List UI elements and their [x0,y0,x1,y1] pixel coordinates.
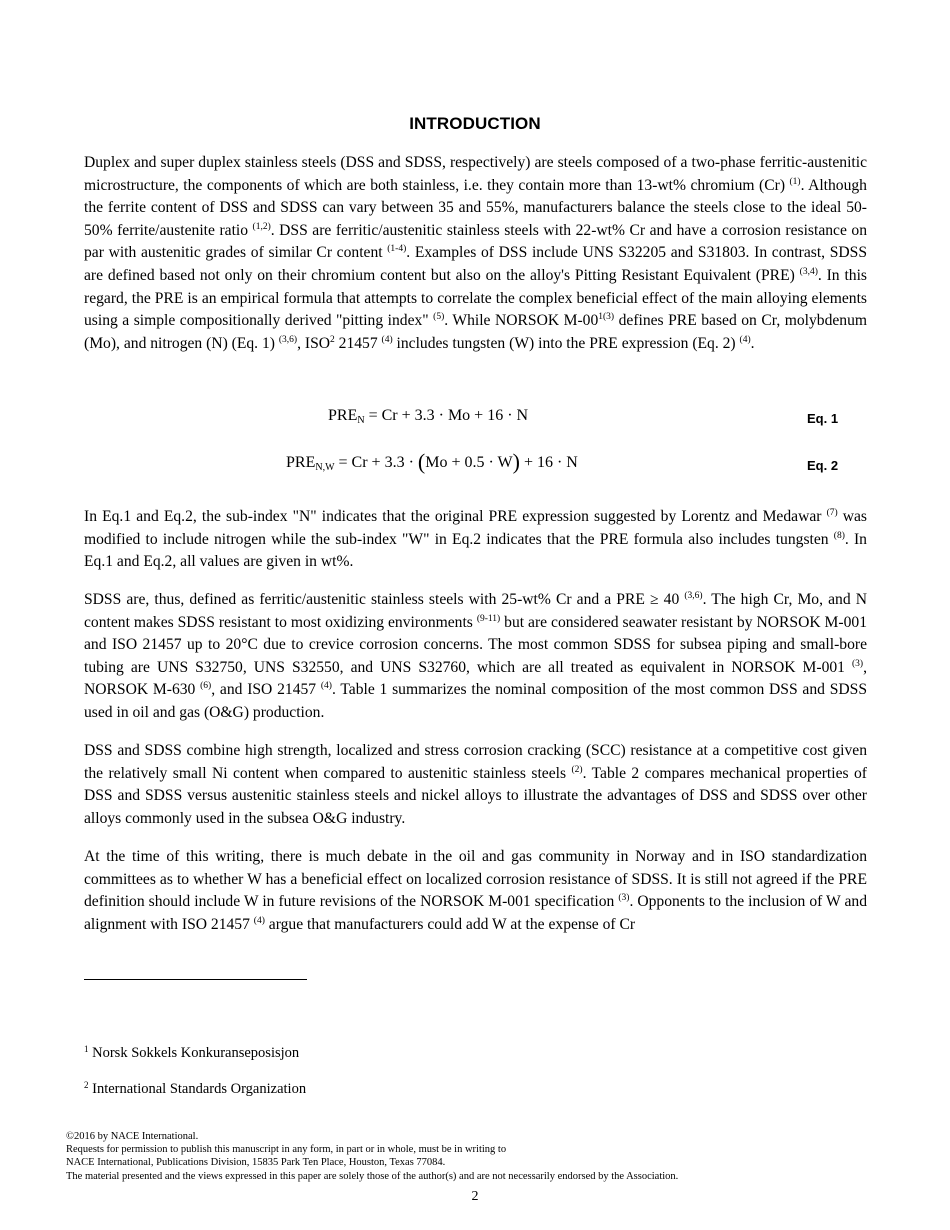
citation: (2) [571,764,583,775]
copyright-line: The material presented and the views expressed in this paper are solely those of the author(s) and are not necessarily endorsed by the Association. [66,1170,679,1182]
text-run: . Table 1 summarizes the nominal composition of the most common DSS and SDSS used in oil and gas (O&G) production. [84,681,868,721]
paragraph-intro-1 [84,152,867,355]
citation: (1) [789,176,801,187]
text-run: defines PRE based on Cr, molybdenum (Mo), and nitrogen (N) (Eq. 1) [84,312,868,352]
equation-lhs: PRE [328,407,358,424]
paragraph-intro-3 [84,589,867,725]
text-run: , and ISO 21457 [211,681,321,699]
text-run: . Examples of DSS include UNS S32205 and S31803. In contrast, SDSS are defined based not only on their chromium content but also on the alloy's Pitting Resistant Equivalent (PRE) [84,244,867,284]
footnote-1 [84,1045,299,1062]
text-run: . DSS are ferritic/austenitic stainless steels with 22-wt% Cr and have a corrosion resistance on par with austenitic grades of similar Cr content [84,221,867,262]
citation: (7) [826,508,838,518]
paragraph-intro-4 [84,740,867,830]
copyright-line: Requests for permission to publish this manuscript in any form, in part or in whole, must be in writing to [66,1144,507,1156]
text-run: 21457 [334,334,382,352]
copyright-notice [66,1130,678,1183]
citation: (8) [833,530,845,541]
text-run: . Opponents to the inclusion of W and alignment with ISO 21457 [84,893,867,933]
equation-lhs: PRE [286,454,316,471]
citation: (9-11) [476,613,501,624]
citation: (5) [433,312,445,323]
text-run: Duplex and super duplex stainless steels (DSS and SDSS, respectively) are steels composed of a two-phase ferritic-austenitic microstructure, the components of which are both stainless, i.e. they contain more than 13-wt% chromium (Cr) [84,154,867,194]
equation-inner: Mo + 0.5 · W [425,454,513,471]
citation: (3,4) [799,266,818,277]
citation: 1(3) [598,312,615,323]
equation-subscript: N,W [315,462,335,473]
citation: (4) [381,334,393,345]
equation-rhs: = Cr + 3.3 · Mo + 16 · N [364,407,529,424]
close-paren: ) [512,449,520,474]
text-run: . Table 2 compares mechanical properties of DSS and SDSS versus austenitic stainless steels and nickel alloys to illustrate the advantages of DSS and SDSS over other alloys commonly used in the subsea O&G industry. [84,764,868,827]
footnote-2 [84,1081,306,1098]
section-title: INTRODUCTION [409,114,541,133]
citation: (4) [739,334,751,345]
text-run: , ISO [297,334,331,352]
citation: (3,6) [684,591,703,601]
footnote-text: Norsk Sokkels Konkuranseposisjon [88,1045,300,1061]
text-run: At the time of this writing, there is much debate in the oil and gas community in Norway and in ISO standardization committees as to whether W has a beneficial effect on localized corrosion resistance of SDSS. It is still not agreed if the PRE definition should include W in future revisions of the NORSOK M-001 specification [84,848,867,911]
open-paren: ( [417,449,426,474]
footnote-mark: 2 [330,334,335,345]
citation: (3,6) [278,334,298,345]
paragraph-intro-5 [84,846,867,936]
footnote-mark: 1 [84,1044,89,1054]
citation: (1,2) [252,221,271,232]
text-run: . [750,334,755,352]
footnote-divider [84,979,307,980]
page-number: 2 [471,1189,479,1204]
text-run: was modified to include nitrogen while the sub-index "W" in Eq.2 indicates that the PRE formula also includes tungsten [84,508,867,548]
text-run: . While NORSOK M-00 [444,312,599,330]
footnote-text: International Standards Organization [88,1081,307,1097]
text-run: . The high Cr, Mo, and N content makes SDSS resistant to most oxidizing environments [84,591,867,631]
equation-rhs-tail: + 16 · N [519,454,578,471]
text-run: includes tungsten (W) into the PRE expression (Eq. 2) [392,334,740,352]
equation-1-label: Eq. 1 [807,411,839,426]
text-run: . In Eq.1 and Eq.2, all values are given in wt%. [84,530,867,571]
equation-2 [286,449,578,474]
citation: (6) [200,681,212,692]
footnote-mark: 2 [84,1080,89,1090]
text-run: . Although the ferrite content of DSS and SDSS can vary between 35 and 55%, manufacturers balance the steels close to the ideal 50-50% ferrite/austenite ratio [84,176,867,239]
paragraph-intro-2 [84,506,867,574]
text-run: . In this regard, the PRE is an empirical formula that attempts to correlate the complex beneficial effect of the main alloying elements using a simple compositionally derived "pitting index" [84,266,867,330]
citation: (4) [253,915,265,926]
equation-2-label: Eq. 2 [807,458,839,473]
equation-subscript: N [357,415,365,426]
copyright-line: NACE International, Publications Division, 15835 Park Ten Place, Houston, Texas 77084. [66,1157,446,1169]
text-run: SDSS are, thus, defined as ferritic/austenitic stainless steels with 25-wt% Cr and a PRE ≥ 40 [84,591,685,608]
citation: (3) [852,658,864,669]
equation-rhs: = Cr + 3.3 · [334,454,418,471]
text-run: DSS and SDSS combine high strength, localized and stress corrosion cracking (SCC) resistance at a competitive cost given the relatively small Ni content when compared to austenitic stainless steels [84,742,867,782]
copyright-line: ©2016 by NACE International. [66,1131,199,1142]
text-run: but are considered seawater resistant by NORSOK M-001 and ISO 21457 up to 20°C due to crevice corrosion concerns. The most common SDSS for subsea piping and small-bore tubing are UNS S32750, UNS S32550, and UNS S32760, which are all treated as equivalent in NORSOK M-001 [84,613,867,676]
text-run: In Eq.1 and Eq.2, the sub-index "N" indicates that the original PRE expression suggested by Lorentz and Medawar [84,508,827,525]
text-run: , NORSOK M-630 [84,658,867,699]
equation-1 [328,407,528,425]
citation: (4) [320,681,332,692]
citation: (3) [618,893,630,904]
text-run: argue that manufacturers could add W at the expense of Cr [264,915,636,933]
citation: (1-4) [387,244,407,255]
